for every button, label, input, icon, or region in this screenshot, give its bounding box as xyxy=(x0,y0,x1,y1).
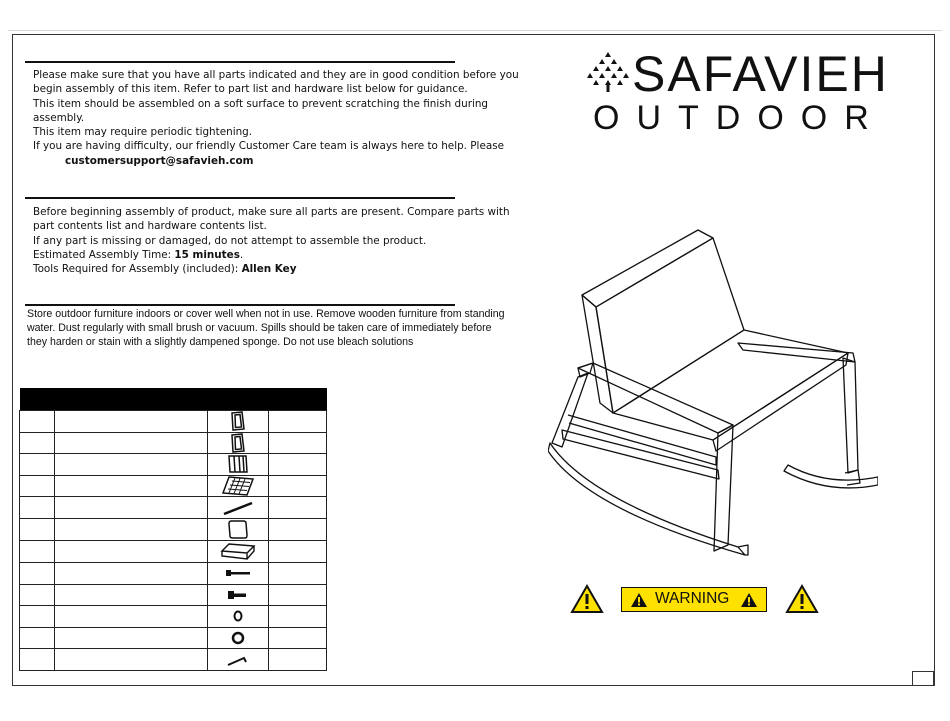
assembly-time-label: Estimated Assembly Time: xyxy=(33,248,175,261)
parts-table xyxy=(19,388,327,671)
table-row xyxy=(20,627,327,649)
intro-text xyxy=(33,68,533,168)
before-line-1: Before beginning assembly of product, make sure all parts are present. Compare parts with part contents list and hardware contents list. xyxy=(33,206,510,233)
short-bolt-icon xyxy=(223,585,253,605)
table-row xyxy=(20,432,327,454)
table-row xyxy=(20,411,327,433)
warning-label xyxy=(621,587,767,612)
warning-small-triangle-icon xyxy=(630,592,648,608)
warning-triangle-icon xyxy=(570,584,604,614)
table-row xyxy=(20,475,327,497)
side-frame-icon xyxy=(227,411,249,431)
parts-table-header xyxy=(20,388,327,411)
side-frame-icon xyxy=(227,433,249,453)
table-row xyxy=(20,518,327,540)
page-number-box xyxy=(912,671,934,686)
care-section-rule xyxy=(25,304,455,306)
intro-line-4: If you are having difficulty, our friendly Customer Care team is always here to help. Please xyxy=(33,140,505,153)
back-cushion-icon xyxy=(225,519,251,540)
before-section-rule xyxy=(25,197,455,199)
before-line-2: If any part is missing or damaged, do not attempt to assemble the product. xyxy=(33,234,427,247)
before-text xyxy=(33,205,533,276)
rocking-chair-illustration xyxy=(548,225,878,565)
table-row xyxy=(20,584,327,606)
rod-icon xyxy=(221,498,255,518)
table-row xyxy=(20,454,327,476)
top-rule xyxy=(8,30,942,31)
assembly-time xyxy=(33,248,533,262)
brand-name: SAFAVIEH xyxy=(632,46,889,102)
assembly-time-suffix: . xyxy=(239,248,244,261)
support-email[interactable]: customersupport@safavieh.com xyxy=(65,154,254,167)
flat-washer-icon xyxy=(228,628,248,648)
lock-washer-icon xyxy=(228,606,248,626)
intro-line-1: Please make sure that you have all parts indicated and they are in good condition before you begin assembly of this item. Refer to part list and hardware list below for guidance. xyxy=(33,69,519,96)
brand-mark-icon xyxy=(587,52,629,92)
care-text: Store outdoor furniture indoors or cover well when not in use. Remove wooden furniture from standing water. Dust regularly with small brush or vacuum. Spills should be taken care of immediately before they harden or stain with a slightly dampened sponge. Do not use bleach solutions xyxy=(27,308,505,349)
tools-label: Tools Required for Assembly (included): xyxy=(33,263,242,276)
seat-frame-icon xyxy=(221,476,255,496)
intro-section-rule xyxy=(25,61,455,63)
tools-required xyxy=(33,262,533,276)
warning-text: WARNING xyxy=(655,590,730,607)
brand-subtitle: OUTDOOR xyxy=(593,99,886,137)
intro-line-2: This item should be assembled on a soft surface to prevent scratching the finish during assembly. xyxy=(33,97,489,124)
seat-cushion-icon xyxy=(219,541,257,562)
allen-key-icon xyxy=(225,650,251,670)
warning-triangle-icon xyxy=(785,584,819,614)
long-bolt-icon xyxy=(223,563,253,583)
warning-small-triangle-icon xyxy=(740,592,758,608)
table-row xyxy=(20,606,327,628)
table-row xyxy=(20,540,327,562)
safavieh-outdoor-logo xyxy=(585,48,915,138)
table-row xyxy=(20,497,327,519)
assembly-time-value: 15 minutes xyxy=(174,248,240,261)
intro-line-3: This item may require periodic tightening. xyxy=(33,126,253,139)
tools-value: Allen Key xyxy=(241,263,297,276)
table-row xyxy=(20,562,327,584)
table-row xyxy=(20,649,327,671)
back-frame-icon xyxy=(226,454,250,474)
